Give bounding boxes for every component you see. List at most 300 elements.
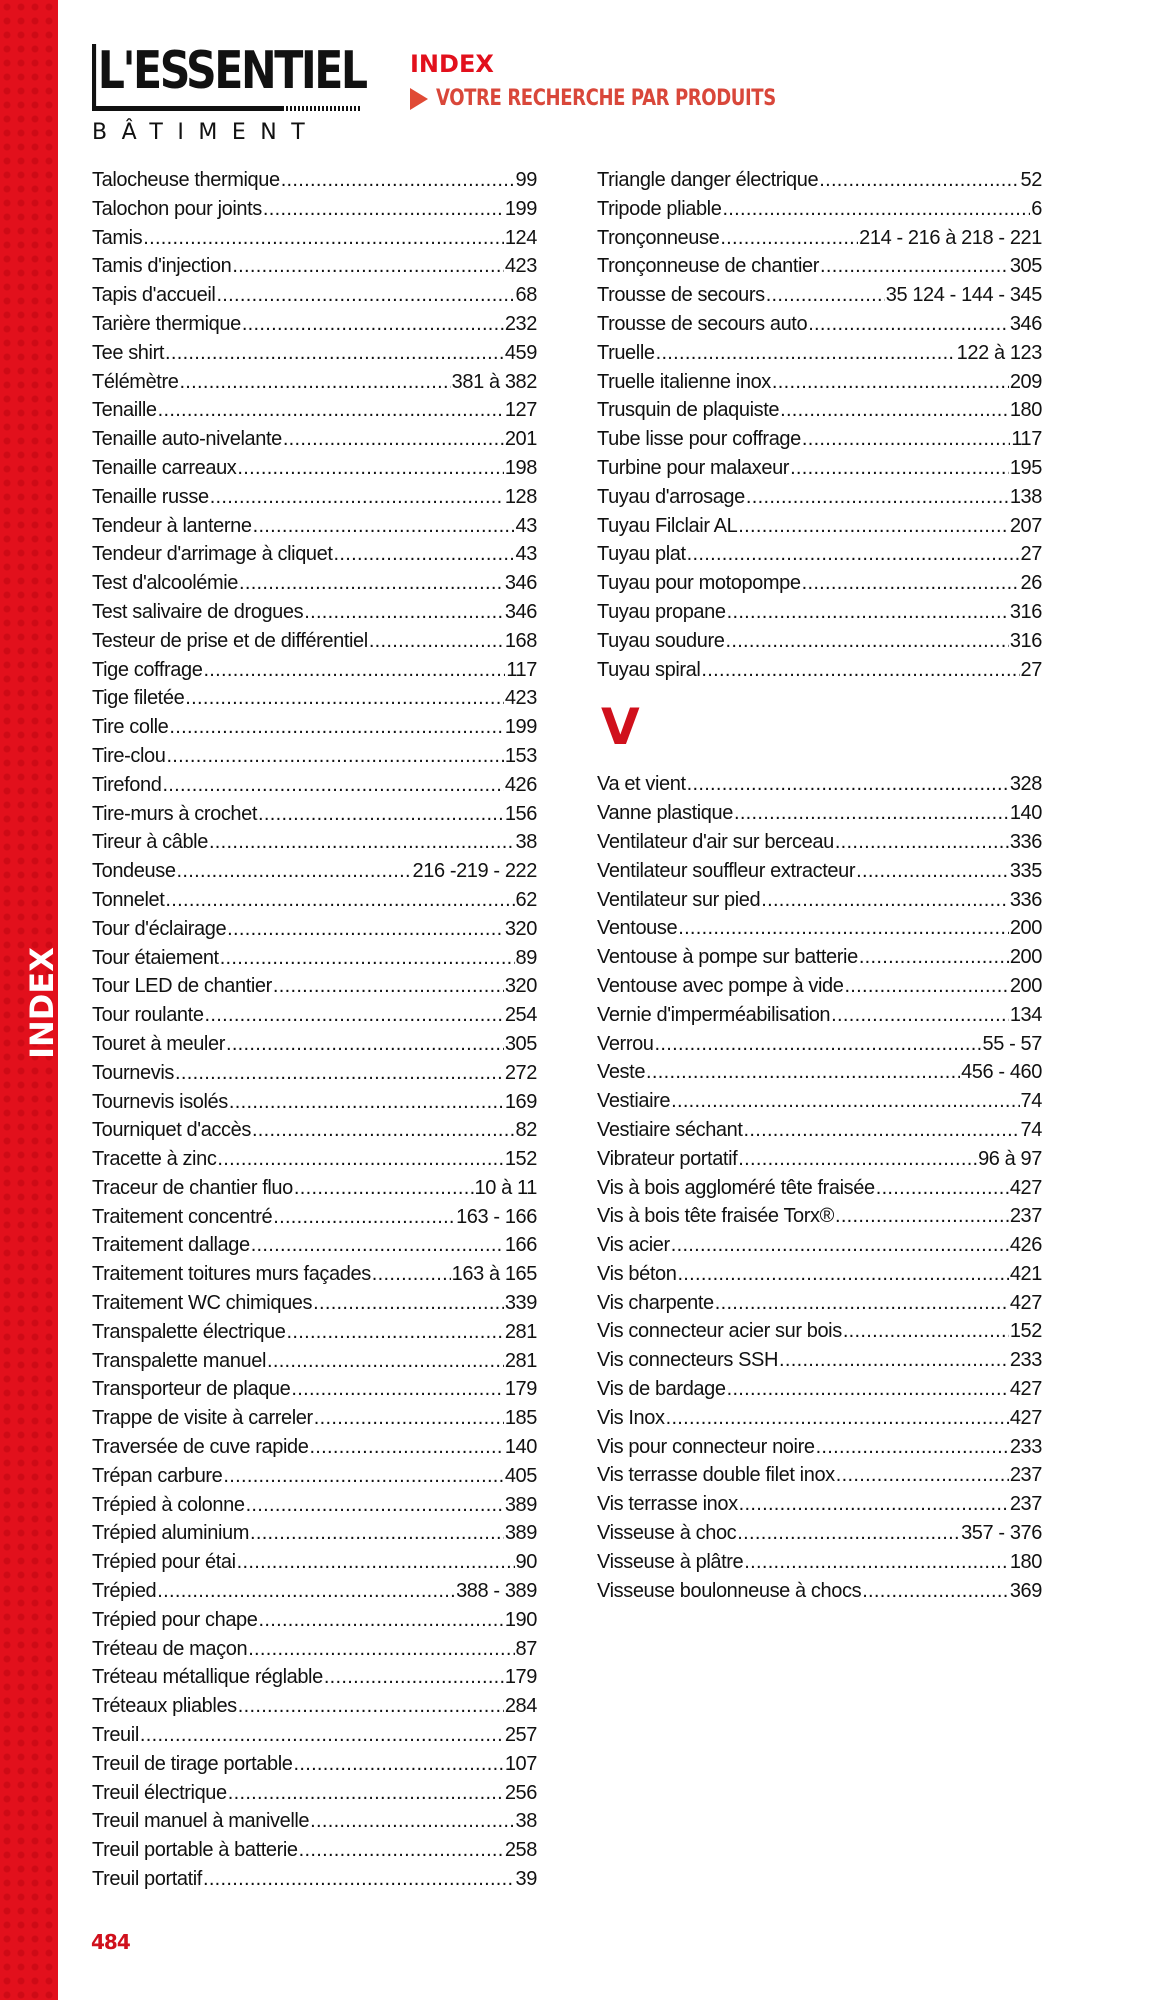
index-entry	[597, 540, 1042, 569]
dot-leader	[246, 1491, 504, 1520]
index-entry	[92, 1260, 537, 1289]
index-entry	[92, 1030, 537, 1059]
index-entry	[92, 224, 537, 253]
entry-page-ref: 320	[504, 917, 537, 940]
dot-leader	[203, 656, 505, 685]
index-entry	[597, 1548, 1042, 1577]
dot-leader	[273, 1203, 455, 1232]
entry-name: Tirefond	[92, 773, 162, 796]
dot-leader	[655, 1030, 982, 1059]
entry-page-ref: 163 à 165	[451, 1263, 537, 1286]
dot-leader	[314, 1404, 504, 1433]
entry-name: Trépied pour chape	[92, 1608, 258, 1631]
entry-page-ref: 389	[504, 1522, 537, 1545]
dot-leader	[646, 1058, 960, 1087]
entry-page-ref: 55 - 57	[982, 1032, 1042, 1055]
dot-leader	[715, 1289, 1009, 1318]
entry-page-ref: 209	[1009, 370, 1042, 393]
entry-page-ref: 166	[504, 1234, 537, 1257]
dot-leader	[859, 943, 1009, 972]
entry-name: Ventilateur d'air sur berceau	[597, 830, 834, 853]
index-entry	[597, 886, 1042, 915]
dot-leader	[808, 310, 1009, 339]
entry-page-ref: 456 - 460	[961, 1061, 1042, 1084]
index-entry	[92, 1375, 537, 1404]
entry-name: Tapis d'accueil	[92, 284, 216, 307]
index-entry	[92, 1519, 537, 1548]
index-entry	[597, 914, 1042, 943]
entry-name: Tronçonneuse de chantier	[597, 255, 820, 278]
index-entry	[92, 1865, 537, 1894]
index-entry	[92, 1347, 537, 1376]
entry-page-ref: 305	[504, 1032, 537, 1055]
entry-name: Tenaille russe	[92, 485, 209, 508]
index-entry	[92, 886, 537, 915]
index-entry	[92, 944, 537, 973]
entry-page-ref: 237	[1009, 1205, 1042, 1228]
entry-name: Tour roulante	[92, 1004, 204, 1027]
entry-name: Traitement concentré	[92, 1205, 273, 1228]
index-entry	[597, 1461, 1042, 1490]
section-letter-heading	[597, 684, 1042, 770]
entry-page-ref: 426	[1009, 1234, 1042, 1257]
entry-name: Tuyau spiral	[597, 658, 701, 681]
entry-name: Tireur à câble	[92, 831, 208, 854]
index-entry	[597, 1375, 1042, 1404]
entry-name: Talochon pour joints	[92, 197, 262, 220]
logo-subtitle: BÂTIMENT	[92, 120, 320, 145]
index-entry	[597, 483, 1042, 512]
entry-page-ref: 68	[515, 284, 537, 307]
entry-page-ref: 198	[504, 456, 537, 479]
entry-name: Treuil de tirage portable	[92, 1752, 293, 1775]
dot-leader	[310, 1807, 514, 1836]
entry-page-ref: 346	[504, 600, 537, 623]
index-entry	[597, 1433, 1042, 1462]
index-entry	[597, 1577, 1042, 1606]
entry-page-ref: 335	[1009, 859, 1042, 882]
index-entry	[597, 1116, 1042, 1145]
dot-leader	[165, 339, 504, 368]
entry-name: Ventouse avec pompe à vide	[597, 974, 844, 997]
entry-name: Tourniquet d'accès	[92, 1119, 251, 1142]
entry-page-ref: 89	[515, 946, 537, 969]
index-entry	[597, 1174, 1042, 1203]
entry-page-ref: 127	[504, 399, 537, 422]
entry-page-ref: 43	[515, 543, 537, 566]
dot-leader	[209, 828, 515, 857]
entry-page-ref: 152	[504, 1148, 537, 1171]
dot-leader	[143, 224, 504, 253]
entry-name: Treuil portable à batterie	[92, 1839, 298, 1862]
index-entry	[92, 1088, 537, 1117]
dot-leader	[843, 1317, 1009, 1346]
dot-leader	[185, 684, 504, 713]
dot-leader	[862, 1577, 1009, 1606]
entry-name: Vis béton	[597, 1262, 677, 1285]
entry-name: Tuyau propane	[597, 600, 726, 623]
entry-name: Tréteau de maçon	[92, 1637, 248, 1660]
index-entry	[92, 800, 537, 829]
dot-leader	[727, 1375, 1009, 1404]
entry-name: Traitement dallage	[92, 1234, 250, 1257]
dot-leader	[820, 252, 1009, 281]
index-entry	[597, 425, 1042, 454]
index-entry	[92, 1318, 537, 1347]
entry-page-ref: 179	[504, 1378, 537, 1401]
dot-leader	[831, 1001, 1009, 1030]
dot-leader	[251, 1231, 504, 1260]
entry-page-ref: 272	[504, 1061, 537, 1084]
entry-name: Vis charpente	[597, 1291, 714, 1314]
dot-leader	[162, 771, 503, 800]
entry-page-ref: 346	[1009, 312, 1042, 335]
entry-page-ref: 427	[1009, 1406, 1042, 1429]
dot-leader	[217, 1145, 503, 1174]
entry-name: Transporteur de plaque	[92, 1378, 291, 1401]
dot-leader	[744, 1116, 1020, 1145]
index-entry	[92, 396, 537, 425]
entry-name: Turbine pour malaxeur	[597, 456, 790, 479]
index-entry	[597, 598, 1042, 627]
entry-page-ref: 200	[1009, 946, 1042, 969]
index-entry	[92, 713, 537, 742]
dot-leader	[223, 1462, 503, 1491]
entry-name: Trousse de secours auto	[597, 312, 808, 335]
section-letter-v: V	[601, 698, 640, 757]
index-column-left	[92, 166, 537, 1894]
entry-page-ref: 38	[515, 1810, 537, 1833]
index-entry	[597, 1289, 1042, 1318]
dot-leader	[739, 1490, 1009, 1519]
entry-page-ref: 169	[504, 1090, 537, 1113]
index-entry	[92, 1231, 537, 1260]
dot-leader	[725, 627, 1008, 656]
entry-page-ref: 200	[1009, 974, 1042, 997]
dot-leader	[299, 1836, 504, 1865]
entry-name: Tour étaiement	[92, 946, 219, 969]
index-entry	[92, 1174, 537, 1203]
entry-name: Tracette à zinc	[92, 1148, 217, 1171]
entry-name: Vestiaire	[597, 1090, 671, 1113]
entry-name: Vis acier	[597, 1234, 670, 1257]
index-entry	[597, 1087, 1042, 1116]
entry-page-ref: 214 - 216 à 218 - 221	[859, 226, 1042, 249]
entry-page-ref: 316	[1009, 600, 1042, 623]
entry-name: Visseuse boulonneuse à chocs	[597, 1579, 862, 1602]
entry-page-ref: 381 à 382	[451, 370, 537, 393]
page-subtitle	[410, 86, 850, 111]
entry-page-ref: 388 - 389	[456, 1580, 537, 1603]
dot-leader	[819, 166, 1019, 195]
dot-leader	[157, 1577, 455, 1606]
dot-leader	[220, 944, 515, 973]
index-entry	[92, 857, 537, 886]
dot-leader	[283, 425, 504, 454]
index-entry	[92, 483, 537, 512]
index-entry	[92, 771, 537, 800]
index-entry	[92, 454, 537, 483]
entry-page-ref: 43	[515, 514, 537, 537]
entry-page-ref: 459	[504, 341, 537, 364]
entry-page-ref: 82	[515, 1119, 537, 1142]
entry-page-ref: 39	[515, 1868, 537, 1891]
entry-page-ref: 180	[1009, 399, 1042, 422]
entry-page-ref: 405	[504, 1464, 537, 1487]
entry-name: Vibrateur portatif	[597, 1147, 738, 1170]
dot-leader	[250, 1519, 504, 1548]
dot-leader	[309, 1433, 503, 1462]
dot-leader	[253, 512, 515, 541]
entry-name: Traitement toitures murs façades	[92, 1263, 371, 1286]
dot-leader	[835, 828, 1009, 857]
dot-leader	[734, 799, 1009, 828]
entry-page-ref: 427	[1009, 1291, 1042, 1314]
entry-page-ref: 107	[504, 1752, 537, 1775]
dot-leader	[205, 1001, 504, 1030]
dot-leader	[738, 512, 1009, 541]
logo-underline	[92, 106, 282, 111]
dot-leader	[166, 742, 503, 771]
entry-name: Tour d'éclairage	[92, 917, 227, 940]
index-entry	[597, 1202, 1042, 1231]
entry-page-ref: 168	[504, 629, 537, 652]
entry-name: Traversée de cuve rapide	[92, 1436, 309, 1459]
index-entry	[92, 1289, 537, 1318]
index-section-t-continued	[597, 166, 1042, 684]
entry-page-ref: 117	[506, 658, 537, 681]
entry-name: Transpalette électrique	[92, 1320, 286, 1343]
entry-page-ref: 233	[1009, 1435, 1042, 1458]
index-entry	[597, 569, 1042, 598]
index-entry	[92, 1577, 537, 1606]
dot-leader	[140, 1721, 504, 1750]
index-entry	[92, 281, 537, 310]
page-number: 484	[91, 1930, 130, 1954]
index-entry	[597, 857, 1042, 886]
entry-page-ref: 195	[1009, 456, 1042, 479]
entry-name: Visseuse à choc	[597, 1522, 737, 1545]
dot-leader	[228, 1779, 504, 1808]
index-entry	[92, 1404, 537, 1433]
index-entry	[92, 540, 537, 569]
entry-page-ref: 281	[504, 1320, 537, 1343]
entry-page-ref: 10 à 11	[474, 1176, 537, 1199]
index-entry	[597, 252, 1042, 281]
subtitle-text: VOTRE RECHERCHE PAR PRODUITS	[436, 86, 776, 111]
dot-leader	[242, 310, 504, 339]
index-entry	[92, 166, 537, 195]
dot-leader	[671, 1231, 1009, 1260]
dot-leader	[737, 1519, 960, 1548]
entry-name: Vis de bardage	[597, 1378, 726, 1401]
dot-leader	[263, 195, 504, 224]
entry-name: Vernie d'imperméabilisation	[597, 1003, 831, 1026]
index-entry	[597, 1058, 1042, 1087]
dot-leader	[179, 368, 450, 397]
index-entry	[92, 310, 537, 339]
entry-page-ref: 138	[1009, 485, 1042, 508]
dot-leader	[746, 483, 1009, 512]
entry-page-ref: 257	[504, 1724, 537, 1747]
index-column-right	[597, 166, 1042, 1605]
entry-page-ref: 281	[504, 1349, 537, 1372]
entry-page-ref: 117	[1011, 428, 1042, 451]
entry-name: Treuil électrique	[92, 1781, 227, 1804]
index-entry	[597, 195, 1042, 224]
entry-name: Visseuse à plâtre	[597, 1550, 744, 1573]
dot-leader	[259, 1606, 504, 1635]
entry-name: Vis terrasse double filet inox	[597, 1464, 835, 1487]
entry-name: Télémètre	[92, 370, 179, 393]
entry-name: Tee shirt	[92, 341, 164, 364]
index-entry	[92, 512, 537, 541]
entry-name: Vis connecteur acier sur bois	[597, 1320, 842, 1343]
entry-name: Tire colle	[92, 716, 169, 739]
index-entry	[92, 1606, 537, 1635]
entry-page-ref: 27	[1020, 658, 1042, 681]
entry-page-ref: 96 à 97	[978, 1147, 1042, 1170]
index-entry	[597, 799, 1042, 828]
index-entry	[597, 1030, 1042, 1059]
entry-name: Talocheuse thermique	[92, 169, 280, 191]
index-entry	[92, 1663, 537, 1692]
dot-leader	[294, 1174, 474, 1203]
index-entry	[597, 310, 1042, 339]
entry-name: Vis Inox	[597, 1406, 665, 1429]
entry-page-ref: 152	[1009, 1320, 1042, 1343]
index-entry	[92, 1001, 537, 1030]
entry-page-ref: 258	[504, 1839, 537, 1862]
entry-page-ref: 389	[504, 1493, 537, 1516]
dot-leader	[772, 368, 1009, 397]
entry-name: Vis pour connecteur noire	[597, 1435, 815, 1458]
index-entry	[597, 828, 1042, 857]
index-entry	[597, 1346, 1042, 1375]
entry-name: Tronçonneuse	[597, 226, 720, 249]
entry-name: Tour LED de chantier	[92, 975, 272, 998]
entry-page-ref: 427	[1009, 1176, 1042, 1199]
index-entry	[597, 1404, 1042, 1433]
entry-name: Triangle danger électrique	[597, 169, 819, 191]
entry-page-ref: 339	[504, 1292, 537, 1315]
entry-name: Tire-clou	[92, 744, 166, 767]
index-entry	[597, 943, 1042, 972]
entry-name: Tuyau Filclair AL	[597, 514, 738, 537]
entry-name: Transpalette manuel	[92, 1349, 266, 1372]
dot-leader	[738, 1145, 977, 1174]
entry-page-ref: 237	[1009, 1493, 1042, 1516]
index-entry	[597, 512, 1042, 541]
entry-name: Tube lisse pour coffrage	[597, 428, 801, 451]
entry-page-ref: 320	[504, 975, 537, 998]
index-entry	[92, 1807, 537, 1836]
dot-leader	[701, 656, 1019, 685]
entry-name: Treuil manuel à manivelle	[92, 1810, 310, 1833]
dot-leader	[334, 540, 515, 569]
entry-name: Tenaille auto-nivelante	[92, 428, 282, 451]
index-entry	[92, 1779, 537, 1808]
entry-name: Tuyau pour motopompe	[597, 572, 801, 595]
entry-name: Tamis	[92, 226, 143, 249]
entry-page-ref: 316	[1009, 629, 1042, 652]
index-entry	[597, 339, 1042, 368]
index-entry	[597, 1519, 1042, 1548]
entry-page-ref: 421	[1009, 1262, 1042, 1285]
entry-page-ref: 232	[504, 312, 537, 335]
entry-page-ref: 305	[1009, 255, 1042, 278]
entry-name: Trépied à colonne	[92, 1493, 245, 1516]
index-entry	[92, 1433, 537, 1462]
index-entry	[92, 1692, 537, 1721]
dot-leader	[687, 540, 1020, 569]
dot-leader	[287, 1318, 504, 1347]
entry-name: Tige coffrage	[92, 658, 203, 681]
entry-name: Trépied	[92, 1580, 157, 1603]
entry-name: Ventilateur sur pied	[597, 888, 761, 911]
dot-leader	[856, 857, 1009, 886]
entry-page-ref: 336	[1009, 888, 1042, 911]
entry-name: Trépied aluminium	[92, 1522, 249, 1545]
index-entry	[92, 195, 537, 224]
dot-leader	[671, 1087, 1019, 1116]
entry-page-ref: 427	[1009, 1378, 1042, 1401]
index-entry	[92, 1059, 537, 1088]
dot-leader	[281, 166, 515, 195]
entry-page-ref: 163 - 166	[456, 1205, 537, 1228]
dot-leader	[761, 886, 1009, 915]
index-entry	[92, 368, 537, 397]
entry-name: Tonnelet	[92, 888, 165, 911]
dot-leader	[324, 1663, 504, 1692]
entry-name: Tire-murs à crochet	[92, 802, 258, 825]
index-entry	[92, 252, 537, 281]
dot-leader	[226, 1030, 504, 1059]
entry-page-ref: 62	[515, 888, 537, 911]
entry-page-ref: 180	[1009, 1550, 1042, 1573]
entry-page-ref: 256	[504, 1781, 537, 1804]
dot-leader	[232, 252, 504, 281]
entry-name: Vis à bois aggloméré tête fraisée	[597, 1176, 875, 1199]
entry-page-ref: 254	[504, 1004, 537, 1027]
entry-name: Ventouse à pompe sur batterie	[597, 946, 858, 969]
entry-page-ref: 52	[1020, 169, 1042, 191]
index-entry	[92, 915, 537, 944]
dot-leader	[802, 569, 1020, 598]
index-entry	[597, 1231, 1042, 1260]
index-entry	[597, 656, 1042, 685]
index-entry	[92, 598, 537, 627]
entry-page-ref: 87	[515, 1637, 537, 1660]
index-entry	[597, 1260, 1042, 1289]
entry-name: Tige filetée	[92, 687, 185, 710]
dot-leader	[216, 281, 514, 310]
entry-page-ref: 336	[1009, 830, 1042, 853]
entry-page-ref: 128	[504, 485, 537, 508]
dot-leader	[766, 281, 885, 310]
entry-name: Tenaille	[92, 399, 157, 422]
logo-title: L'ESSENTIEL	[92, 44, 313, 106]
sidebar-band	[0, 0, 61, 2000]
entry-page-ref: 38	[515, 831, 537, 854]
dot-leader	[678, 914, 1009, 943]
entry-name: Testeur de prise et de différentiel	[92, 629, 368, 652]
dot-leader	[687, 770, 1009, 799]
dot-leader	[369, 627, 504, 656]
entry-page-ref: 199	[504, 197, 537, 220]
entry-page-ref: 90	[515, 1551, 537, 1574]
entry-name: Touret à meuler	[92, 1032, 225, 1055]
